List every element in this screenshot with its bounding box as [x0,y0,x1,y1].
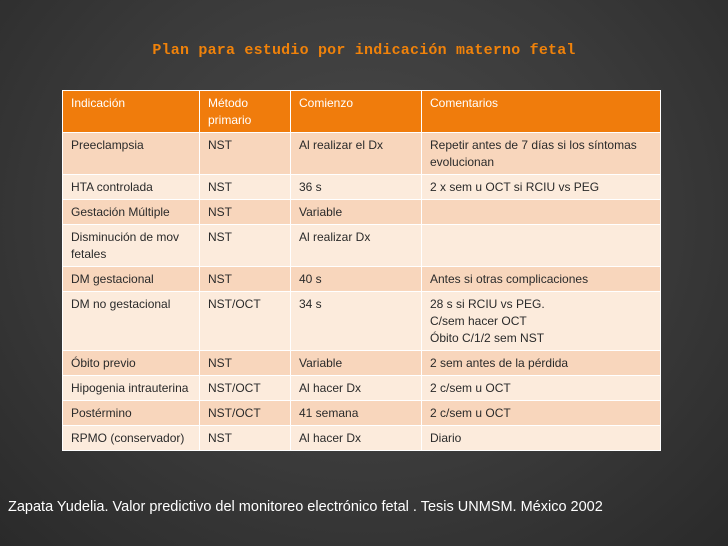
comment-line: Repetir antes de 7 días si los síntomas evolucionan [430,138,637,169]
table-row [63,200,661,225]
header-comentarios: Comentarios [422,91,661,133]
table-header-row [63,91,661,133]
cell-metodo: NST [200,133,291,175]
cell-comentarios [422,200,661,225]
cell-indicacion: DM no gestacional [63,292,200,351]
cell-comienzo: Variable [291,351,422,376]
table-row [63,376,661,401]
cell-comentarios [422,376,661,401]
cell-comentarios [422,426,661,451]
comment-line: 2 x sem u OCT si RCIU vs PEG [430,180,600,194]
slide-title: Plan para estudio por indicación materno fetal [152,42,576,59]
citation: Zapata Yudelia. Valor predictivo del monitoreo electrónico fetal . Tesis UNMSM. México 2002 [8,499,603,515]
cell-comienzo: Al realizar el Dx [291,133,422,175]
table-row [63,225,661,267]
cell-metodo: NST [200,200,291,225]
cell-comentarios [422,351,661,376]
cell-comienzo: Al hacer Dx [291,376,422,401]
comment-line: Diario [430,431,462,445]
cell-metodo: NST [200,426,291,451]
comment-line: Óbito C/1/2 sem NST [430,331,545,345]
cell-metodo: NST [200,351,291,376]
cell-comienzo: Variable [291,200,422,225]
cell-indicacion: Postérmino [63,401,200,426]
cell-indicacion: Gestación Múltiple [63,200,200,225]
table-row [63,426,661,451]
cell-indicacion: DM gestacional [63,267,200,292]
cell-metodo: NST [200,225,291,267]
cell-comienzo: 41 semana [291,401,422,426]
table-row [63,133,661,175]
cell-indicacion: Preeclampsia [63,133,200,175]
cell-indicacion: HTA controlada [63,175,200,200]
comment-line: 2 sem antes de la pérdida [430,356,569,370]
table-row [63,292,661,351]
header-indicacion: Indicación [63,91,200,133]
cell-comienzo: Al hacer Dx [291,426,422,451]
cell-metodo: NST/OCT [200,376,291,401]
cell-comentarios [422,225,661,267]
cell-comentarios [422,267,661,292]
comment-line [430,229,654,246]
comment-line [430,204,654,221]
cell-indicacion: Hipogenia intrauterina [63,376,200,401]
cell-metodo: NST [200,267,291,292]
cell-comienzo: 40 s [291,267,422,292]
comment-line: Antes si otras complicaciones [430,272,589,286]
comment-line: 2 c/sem u OCT [430,406,511,420]
table-row [63,175,661,200]
table-row [63,351,661,376]
header-metodo-primario: Método primario [200,91,291,133]
comment-line: 28 s si RCIU vs PEG. [430,297,545,311]
cell-comentarios [422,401,661,426]
cell-comienzo: Al realizar Dx [291,225,422,267]
table-row [63,401,661,426]
cell-indicacion: Disminución de mov fetales [63,225,200,267]
cell-metodo: NST/OCT [200,401,291,426]
indication-table [62,90,661,451]
table-row [63,267,661,292]
comment-line: C/sem hacer OCT [430,314,527,328]
cell-metodo: NST/OCT [200,292,291,351]
header-comienzo: Comienzo [291,91,422,133]
cell-indicacion: Óbito previo [63,351,200,376]
cell-comentarios [422,292,661,351]
cell-comienzo: 36 s [291,175,422,200]
comment-line: 2 c/sem u OCT [430,381,511,395]
cell-indicacion: RPMO (conservador) [63,426,200,451]
cell-comentarios [422,133,661,175]
cell-metodo: NST [200,175,291,200]
cell-comentarios [422,175,661,200]
cell-comienzo: 34 s [291,292,422,351]
